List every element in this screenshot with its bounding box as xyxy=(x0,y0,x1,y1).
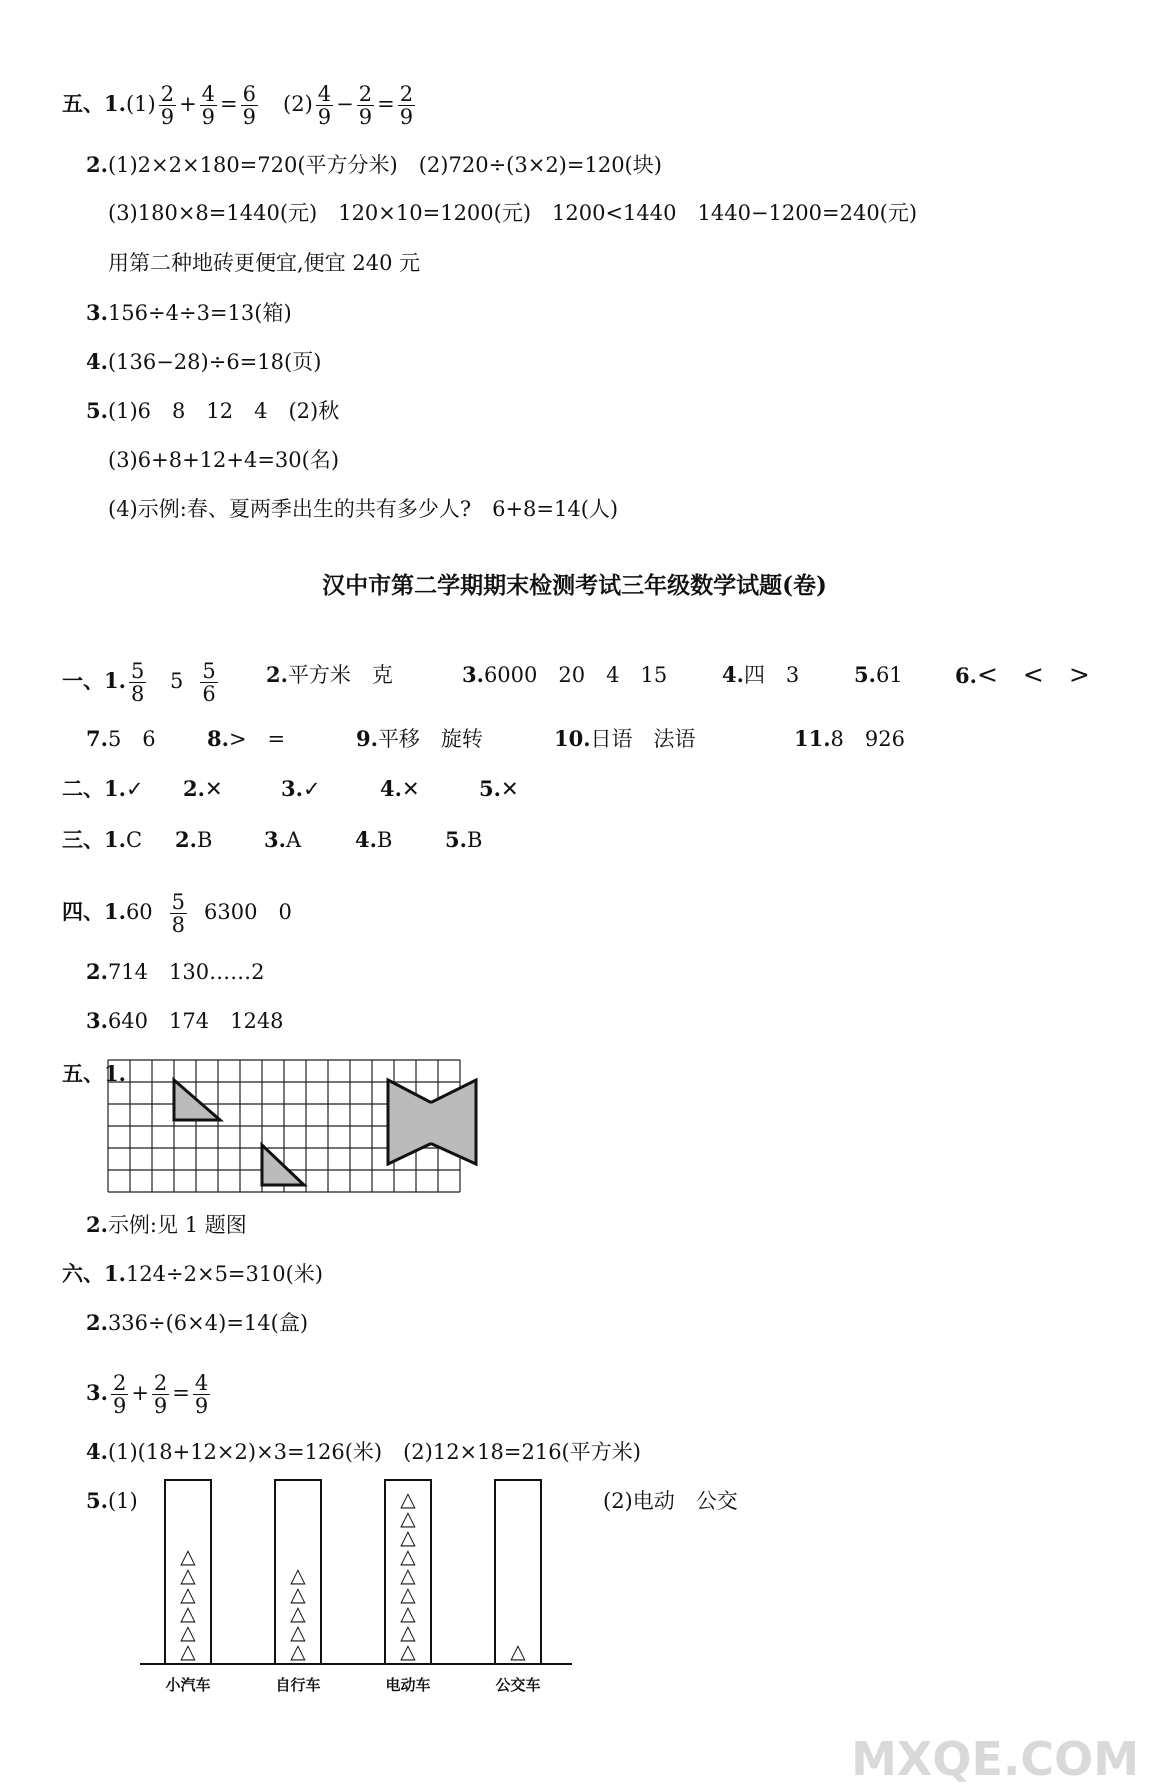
q-label: 2. xyxy=(175,827,197,852)
denominator: 9 xyxy=(358,105,373,129)
triangle-marker: △ xyxy=(400,1506,416,1530)
q-label: 3. xyxy=(281,776,303,801)
q-label: 二、1. xyxy=(62,776,126,801)
q-label: 六、1. xyxy=(62,1261,126,1286)
triangle-marker: △ xyxy=(400,1601,416,1625)
denominator: 9 xyxy=(399,105,414,129)
triangle-marker: △ xyxy=(400,1639,416,1663)
category-label: 公交车 xyxy=(495,1676,541,1694)
numerator: 2 xyxy=(160,82,175,106)
answer-text: 示例:见 1 题图 xyxy=(107,1213,247,1237)
q-label: 2. xyxy=(266,662,288,687)
triangle-marker: △ xyxy=(180,1544,196,1568)
q-label: 2. xyxy=(86,959,108,984)
denominator: 9 xyxy=(153,1394,168,1418)
q-label: 四、1. xyxy=(62,899,126,924)
category-label: 小汽车 xyxy=(165,1676,211,1694)
answer-text: C xyxy=(125,828,143,852)
denominator: 9 xyxy=(201,105,216,129)
chart-group xyxy=(140,1480,572,1694)
triangle-marker: △ xyxy=(400,1620,416,1644)
denominator: 9 xyxy=(242,105,257,129)
q-label: 2. xyxy=(86,1310,108,1335)
q-label: 4. xyxy=(86,1439,108,1464)
answer-text: 61 xyxy=(875,663,903,687)
answer-text: 714 130……2 xyxy=(107,960,265,984)
numerator: 5 xyxy=(202,659,216,683)
q-label: 4. xyxy=(355,827,377,852)
numerator: 6 xyxy=(242,82,257,106)
q-label: 5. xyxy=(445,827,467,852)
answer-text: 6300 0 xyxy=(204,900,292,924)
category-label: 自行车 xyxy=(275,1676,321,1694)
denominator: 9 xyxy=(160,105,175,129)
q-label: 4. xyxy=(380,776,402,801)
check-mark: ✓ xyxy=(302,777,321,801)
plus-sign: + xyxy=(131,1381,149,1405)
answer-text: > = xyxy=(228,727,286,751)
triangle-marker: △ xyxy=(180,1563,196,1587)
answer-text: 5 xyxy=(170,669,184,693)
q-label: 5. xyxy=(86,398,108,423)
triangle-marker: △ xyxy=(400,1544,416,1568)
numerator: 2 xyxy=(153,1371,168,1395)
answer-text: B xyxy=(376,828,393,852)
triangle-marker: △ xyxy=(290,1563,306,1587)
triangle-marker: △ xyxy=(290,1639,306,1663)
q-label: 7. xyxy=(86,726,108,751)
triangle-marker: △ xyxy=(290,1620,306,1644)
cross-mark: ✕ xyxy=(401,777,420,801)
triangle-marker: △ xyxy=(290,1582,306,1606)
numerator: 4 xyxy=(201,82,216,106)
equals-sign: = xyxy=(220,92,238,116)
part-label: (1) xyxy=(125,92,156,116)
numerator: 5 xyxy=(130,659,145,683)
answer-text: 四 3 xyxy=(743,663,800,687)
denominator: 9 xyxy=(112,1394,127,1418)
exam-title: 汉中市第二学期期末检测考试三年级数学试题(卷) xyxy=(322,572,827,599)
answer-text: < < > xyxy=(976,660,1090,689)
watermark-text: MXQE.COM xyxy=(851,1732,1139,1786)
denominator: 6 xyxy=(202,682,216,706)
q-label: 9. xyxy=(356,726,378,751)
denominator: 8 xyxy=(130,682,145,706)
q-label: 5. xyxy=(479,776,501,801)
q5-5-line2: (3)6+8+12+4=30(名) xyxy=(108,448,340,472)
category-label: 电动车 xyxy=(385,1676,431,1694)
plus-sign: + xyxy=(179,92,197,116)
answer-text: 124÷2×5=310(米) xyxy=(125,1262,323,1286)
cross-mark: ✕ xyxy=(204,777,223,801)
q-label: 2. xyxy=(86,1212,108,1237)
triangle-marker: △ xyxy=(180,1601,196,1625)
check-mark: ✓ xyxy=(125,777,144,801)
q-label: 2. xyxy=(86,152,108,177)
q-label: 2. xyxy=(183,776,205,801)
part5-label: 五、1. xyxy=(62,1061,126,1086)
denominator: 8 xyxy=(171,913,186,937)
q-label: 4. xyxy=(86,349,108,374)
numerator: 4 xyxy=(194,1371,209,1395)
answer-text: 5 6 xyxy=(107,727,156,751)
q-label: 三、1. xyxy=(62,827,126,852)
q-label: 3. xyxy=(264,827,286,852)
answer-text: (1)6 8 12 4 (2)秋 xyxy=(107,399,340,423)
answer-text: A xyxy=(285,828,302,852)
q-label: 4. xyxy=(722,662,744,687)
triangle-marker: △ xyxy=(290,1601,306,1625)
answer-text: B xyxy=(196,828,213,852)
numerator: 2 xyxy=(358,82,373,106)
answer-text: 6000 20 4 15 xyxy=(483,663,668,687)
triangle-marker: △ xyxy=(180,1582,196,1606)
answer-text: B xyxy=(466,828,483,852)
equals-sign: = xyxy=(377,92,395,116)
answer-text: 日语 法语 xyxy=(590,727,696,751)
q-label: 8. xyxy=(207,726,229,751)
answer-text: (1)2×2×180=720(平方分米) (2)720÷(3×2)=120(块) xyxy=(107,153,662,177)
triangle-marker: △ xyxy=(180,1639,196,1663)
answer-text: 156÷4÷3=13(箱) xyxy=(107,301,292,325)
q-label: 3. xyxy=(86,300,108,325)
q-label: 一、1. xyxy=(62,668,126,693)
q-label: 5. xyxy=(86,1488,108,1513)
q5-2-line3: 用第二种地砖更便宜,便宜 240 元 xyxy=(108,251,421,275)
part-label: (2) xyxy=(283,92,313,116)
q-label: 五、1. xyxy=(62,91,126,116)
denominator: 9 xyxy=(194,1394,209,1418)
q-label: 3. xyxy=(462,662,484,687)
numerator: 2 xyxy=(112,1371,127,1395)
q-label: 11. xyxy=(794,726,831,751)
answer-text: 60 xyxy=(125,900,153,924)
equals-sign: = xyxy=(172,1381,190,1405)
numerator: 2 xyxy=(399,82,414,106)
triangle-marker: △ xyxy=(400,1582,416,1606)
bar-column xyxy=(495,1480,541,1664)
answer-text: 平移 旋转 xyxy=(377,727,483,751)
answer-text: (1)(18+12×2)×3=126(米) (2)12×18=216(平方米) xyxy=(107,1440,641,1464)
triangle-marker: △ xyxy=(400,1487,416,1511)
q-label: 3. xyxy=(86,1008,108,1033)
numerator: 5 xyxy=(171,890,186,914)
triangle-marker: △ xyxy=(400,1563,416,1587)
answer-text: 336÷(6×4)=14(盒) xyxy=(107,1311,309,1335)
q-label: 10. xyxy=(554,726,591,751)
q5-5-line3: (4)示例:春、夏两季出生的共有多少人? 6+8=14(人) xyxy=(108,497,619,521)
answer-text: 平方米 克 xyxy=(287,663,393,687)
answer-text: (136−28)÷6=18(页) xyxy=(107,350,322,374)
answer-text: 8 926 xyxy=(830,727,905,751)
q-label: 6. xyxy=(955,663,977,688)
minus-sign: − xyxy=(336,92,354,116)
triangle-marker: △ xyxy=(510,1639,526,1663)
q-label: 5. xyxy=(854,662,876,687)
answer-text: 640 174 1248 xyxy=(107,1009,284,1033)
triangle-marker: △ xyxy=(180,1620,196,1644)
cross-mark: ✕ xyxy=(500,777,519,801)
denominator: 9 xyxy=(317,105,332,129)
q5-2-line2: (3)180×8=1440(元) 120×10=1200(元) 1200<1440 1440−1200=240(元) xyxy=(108,201,918,225)
numerator: 4 xyxy=(317,82,332,106)
q-label: 3. xyxy=(86,1380,108,1405)
part-label: (1) xyxy=(107,1489,138,1513)
part6-q5-part2: (2)电动 公交 xyxy=(603,1489,738,1513)
triangle-marker: △ xyxy=(400,1525,416,1549)
